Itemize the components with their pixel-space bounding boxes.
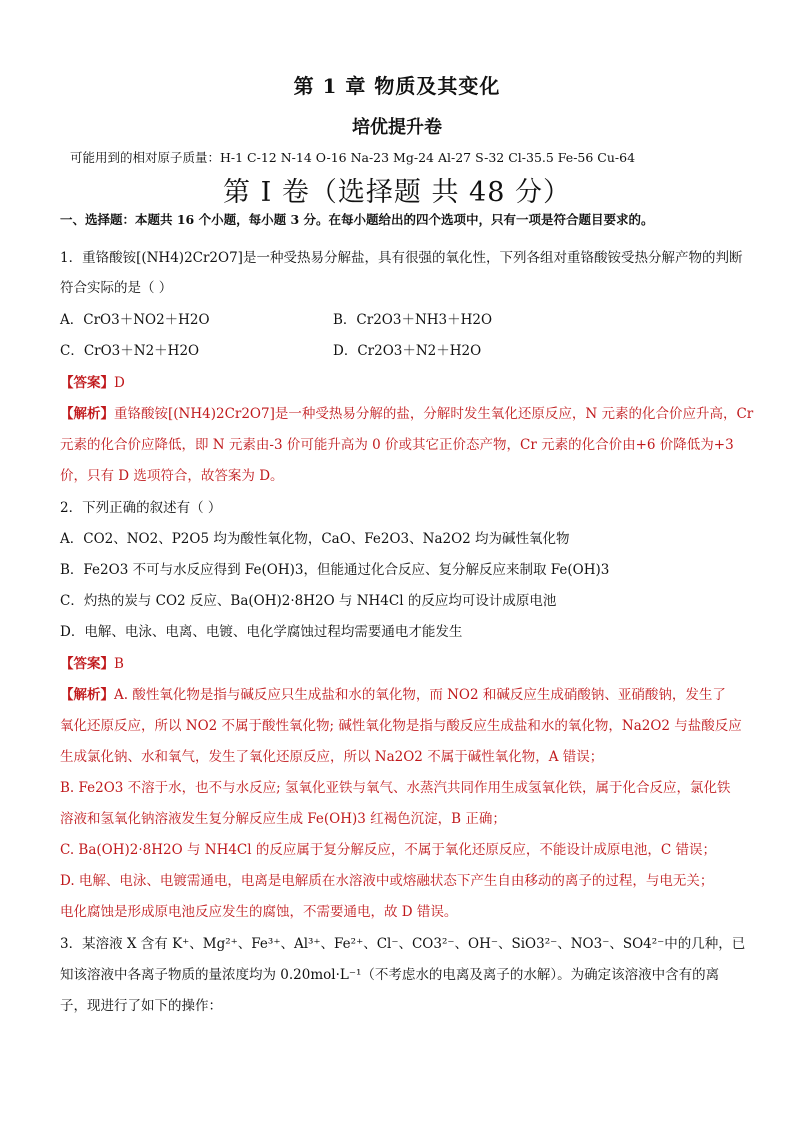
q1-answer-row bbox=[60, 371, 125, 391]
q2-option-c: C．灼热的炭与 CO2 反应、Ba(OH)2·8H2O 与 NH4Cl 的反应均可设计成原电池 bbox=[60, 593, 557, 609]
answer-tag: 【答案】 bbox=[60, 375, 114, 391]
q1-option-c: C．CrO3＋N2＋H2O bbox=[60, 343, 200, 359]
analysis-tag: 【解析】 bbox=[60, 406, 114, 422]
analysis-text: 重铬酸铵[(NH4)2Cr2O7]是一种受热易分解的盐，分解时发生氧化还原反应，N 元素的化合价应升高，Cr bbox=[114, 406, 754, 422]
analysis-tag: 【解析】 bbox=[60, 687, 114, 703]
chapter-title: 第 1 章 物质及其变化 bbox=[293, 74, 501, 98]
q3-stem-line2: 知该溶液中各离子物质的量浓度均为 0.20mol·L⁻¹（不考虑水的电离及离子的水解）。为确定该溶液中含有的离 bbox=[60, 967, 720, 983]
section-instructions: 一、选择题：本题共 16 个小题，每小题 3 分。在每小题给出的四个选项中，只有一项是符合题目要求的。 bbox=[60, 212, 654, 227]
q2-option-b: B．Fe2O3 不可与水反应得到 Fe(OH)3，但能通过化合反应、复分解反应来制取 Fe(OH)3 bbox=[60, 562, 610, 578]
analysis-text: A. 酸性氧化物是指与碱反应只生成盐和水的氧化物，而 NO2 和碱反应生成硝酸钠、亚硝酸钠，发生了 bbox=[114, 687, 726, 703]
q2-analysis-d-line1: D. 电解、电泳、电镀需通电，电离是电解质在水溶液中或熔融状态下产生自由移动的离子的过程，与电无关； bbox=[60, 873, 714, 889]
q1-analysis-line2: 元素的化合价应降低，即 N 元素由-3 价可能升高为 0 价或其它正价态产物，Cr 元素的化合价由+6 价降低为+3 bbox=[60, 437, 734, 453]
q1-option-b: B．Cr2O3＋NH3＋H2O bbox=[333, 312, 493, 328]
q1-option-d: D．Cr2O3＋N2＋H2O bbox=[333, 343, 482, 359]
q2-analysis-b-line1: B. Fe2O3 不溶于水，也不与水反应; 氢氧化亚铁与氧气、水蒸汽共同作用生成氢氧化铁，属于化合反应，氯化铁 bbox=[60, 780, 731, 796]
q2-answer-row bbox=[60, 652, 124, 672]
volume-heading: 第 I 卷（选择题 共 48 分） bbox=[223, 177, 571, 208]
answer-value: D bbox=[114, 375, 125, 391]
atomic-masses-note: 可能用到的相对原子质量：H-1 C-12 N-14 O-16 Na-23 Mg-24 Al-27 S-32 Cl-35.5 Fe-56 Cu-64 bbox=[70, 150, 636, 165]
q2-stem: 2．下列正确的叙述有（ ） bbox=[60, 500, 222, 516]
answer-value: B bbox=[114, 656, 124, 672]
q2-option-d: D．电解、电泳、电离、电镀、电化学腐蚀过程均需要通电才能发生 bbox=[60, 624, 463, 640]
q2-analysis-b-line2: 溶液和氢氧化钠溶液发生复分解反应生成 Fe(OH)3 红褐色沉淀，B 正确； bbox=[60, 811, 506, 827]
q2-analysis-a-line3: 生成氯化钠、水和氧气，发生了氧化还原反应，所以 Na2O2 不属于碱性氧化物，A 错误； bbox=[60, 749, 604, 765]
q3-stem-line1: 3．某溶液 X 含有 K⁺、Mg²⁺、Fe³⁺、Al³⁺、Fe²⁺、Cl⁻、CO3²⁻、OH⁻、SiO3²⁻、NO3⁻、SO4²⁻中的几种，已 bbox=[60, 936, 746, 952]
q2-analysis-d-line2: 电化腐蚀是形成原电池反应发生的腐蚀，不需要通电，故 D 错误。 bbox=[60, 904, 458, 920]
q2-option-a: A．CO2、NO2、P2O5 均为酸性氧化物，CaO、Fe2O3、Na2O2 均为碱性氧化物 bbox=[60, 531, 570, 547]
answer-tag: 【答案】 bbox=[60, 656, 114, 672]
paper-subtitle: 培优提升卷 bbox=[352, 117, 442, 138]
q1-analysis-line1 bbox=[60, 402, 753, 422]
q2-analysis-c-line1: C. Ba(OH)2·8H2O 与 NH4Cl 的反应属于复分解反应，不属于氧化还原反应，不能设计成原电池，C 错误； bbox=[60, 842, 716, 858]
q1-stem-line2: 符合实际的是（ ） bbox=[60, 280, 173, 296]
q1-analysis-line3: 价，只有 D 选项符合，故答案为 D。 bbox=[60, 468, 284, 484]
q1-stem-line1: 1．重铬酸铵[(NH4)2Cr2O7]是一种受热易分解盐，具有很强的氧化性，下列各组对重铬酸铵受热分解产物的判断 bbox=[60, 250, 743, 266]
q1-option-a: A．CrO3＋NO2＋H2O bbox=[60, 312, 210, 328]
q2-analysis-a-line2: 氧化还原反应，所以 NO2 不属于酸性氧化物; 碱性氧化物是指与酸反应生成盐和水的氧化物，Na2O2 与盐酸反应 bbox=[60, 718, 742, 734]
q2-analysis-a-line1 bbox=[60, 683, 726, 703]
q3-stem-line3: 子，现进行了如下的操作： bbox=[60, 998, 222, 1014]
